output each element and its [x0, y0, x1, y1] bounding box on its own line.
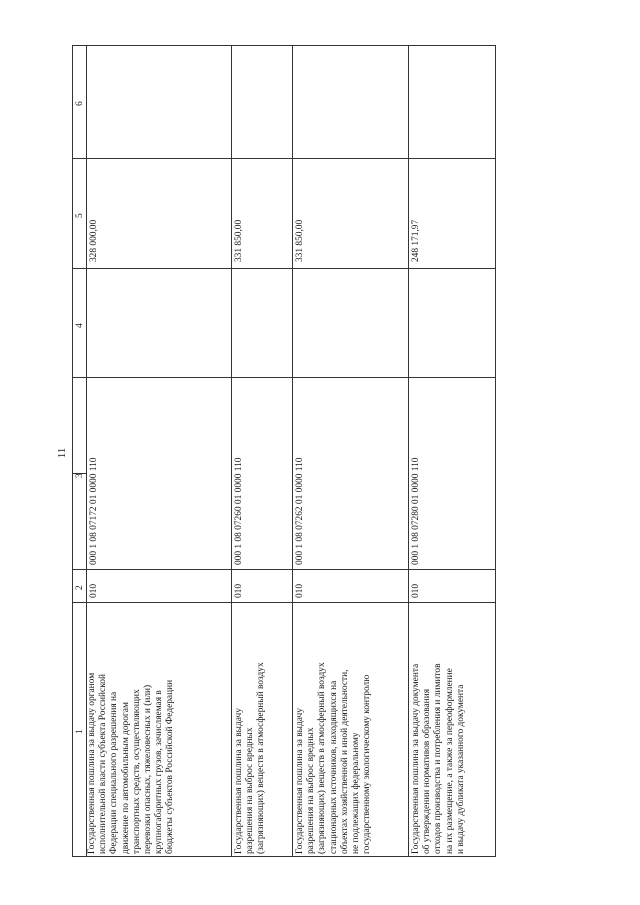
col-header-3: 3: [75, 473, 85, 478]
row-2-kbk: 000 1 08 07260 01 0000 110: [234, 457, 244, 565]
row-1-amount: 328 000,00: [89, 219, 99, 262]
column-separator: [73, 569, 495, 570]
row-4-description: Государственная пошлина за выдачу документа об утверждении нормативов образования отходов производства и потребления и лимитов на их размещение, а также за переоформление и выдачу дубликата указанного документа: [411, 663, 466, 854]
page-number: 11: [56, 447, 68, 459]
row-separator: [292, 46, 293, 856]
budget-table: [72, 45, 496, 857]
row-2-description: Государственная пошлина за выдачу разрешения на выброс вредных (загрязняющих) веществ в атмосферный воздух: [234, 662, 267, 854]
row-2-admin-code: 010: [234, 583, 244, 598]
row-3-admin-code: 010: [295, 583, 305, 598]
row-4-admin-code: 010: [411, 583, 421, 598]
row-3-amount: 331 850,00: [295, 219, 305, 262]
column-separator: [73, 268, 495, 269]
row-1-description: Государственная пошлина за выдачу органом исполнительной власти субъекта Российской Федерации специального разрешения на движение по автомобильным дорогам транспортных средств, осуществляющих перевозки опасных, тяжеловесных и (или) крупногабаритных грузов, зачисляемая в бюджеты субъектов Российской Федерации: [87, 672, 176, 854]
row-4-kbk: 000 1 08 07280 01 0000 110: [411, 457, 421, 565]
col-header-6: 6: [75, 101, 85, 106]
column-separator: [73, 377, 495, 378]
row-2-amount: 331 850,00: [234, 219, 244, 262]
column-separator: [73, 158, 495, 159]
row-1-admin-code: 010: [89, 583, 99, 598]
row-separator: [231, 46, 232, 856]
col-header-2: 2: [75, 585, 85, 590]
row-3-description: Государственная пошлина за выдачу разрешения на выброс вредных (загрязняющих) веществ в атмосферный воздух стационарных источников, находящихся на объектах хозяйственной и иной деятельности, не подлежащих федеральному государственному экологическому контролю: [295, 662, 373, 854]
column-separator: [73, 602, 495, 603]
row-separator: [408, 46, 409, 856]
row-1-kbk: 000 1 08 07172 01 0000 110: [89, 457, 99, 565]
row-3-kbk: 000 1 08 07262 01 0000 110: [295, 457, 305, 565]
row-4-amount: 248 171,97: [411, 219, 421, 262]
col-header-5: 5: [75, 213, 85, 218]
col-header-4: 4: [75, 323, 85, 328]
col-header-1: 1: [75, 729, 85, 734]
